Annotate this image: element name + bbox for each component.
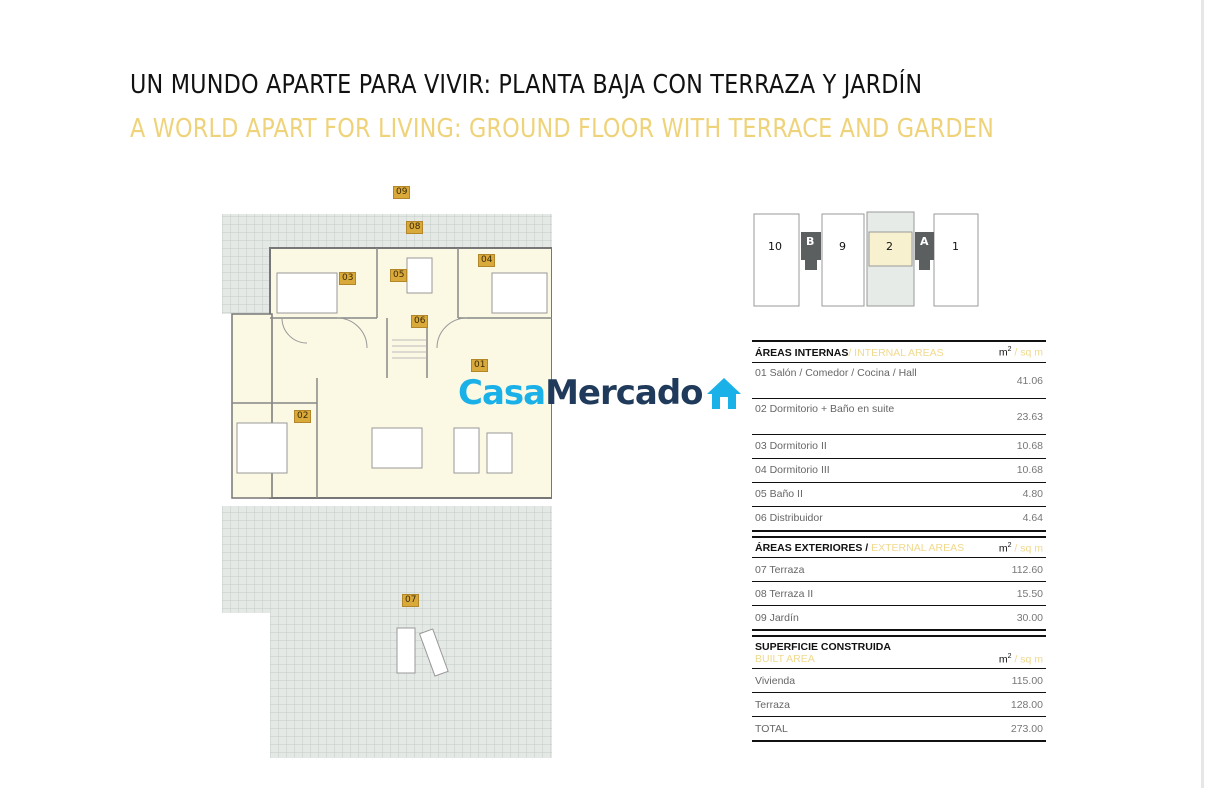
room-label-08: 08 — [406, 221, 423, 234]
external-header-en: EXTERNAL AREAS — [868, 542, 965, 554]
watermark-logo — [458, 370, 743, 416]
floor-plan — [222, 168, 552, 758]
key-unit-10: 10 — [768, 240, 782, 253]
areas-tables — [752, 340, 1046, 746]
room-label-06: 06 — [411, 315, 428, 328]
key-unit-9: 9 — [839, 240, 846, 253]
built-header: SUPERFICIE CONSTRUIDA — [755, 641, 891, 653]
room-label-04: 04 — [478, 254, 495, 267]
table-row: TOTAL 273.00 — [755, 722, 1043, 735]
house-icon — [705, 375, 743, 411]
key-core-b: B — [806, 235, 815, 248]
table-row: 02 Dormitorio + Baño en suite 23.63 — [752, 399, 1046, 435]
unit-m: m — [998, 346, 1008, 359]
table-header: ÁREAS EXTERIORES / EXTERNAL AREAS $m^2$ / sq m — [752, 538, 1046, 559]
page-subtitle: A WORLD APART FOR LIVING: GROUND FLOOR WITH TERRACE AND GARDEN — [130, 114, 994, 144]
room-label-02: 02 — [294, 410, 311, 423]
table-header: ÁREAS INTERNAS/ INTERNAL AREAS $m^2$ / sq m — [752, 342, 1046, 363]
key-unit-2: 2 — [886, 240, 893, 253]
room-label-09: 09 — [393, 186, 410, 199]
table-row: 05 Baño II 4.80 — [752, 483, 1046, 507]
page-edge — [1201, 0, 1204, 788]
logo-text-mercado: Mercado — [545, 373, 703, 413]
table-header: SUPERFICIE CONSTRUIDA BUILT AREA $m^2$ / sq m — [752, 637, 1046, 669]
table-row: 06 Distribuidor 4.64 — [755, 512, 1043, 524]
external-header: ÁREAS EXTERIORES / — [755, 542, 869, 554]
key-unit-1: 1 — [952, 240, 959, 253]
room-label-07: 07 — [402, 594, 419, 607]
table-row: 04 Dormitorio III 10.68 — [752, 459, 1046, 483]
internal-header: ÁREAS INTERNAS — [755, 346, 849, 359]
table-row: Vivienda 115.00 — [752, 669, 1046, 693]
table-row: 03 Dormitorio II 10.68 — [752, 435, 1046, 459]
key-plan — [752, 210, 984, 310]
external-areas-table — [752, 536, 1046, 632]
table-row: 07 Terraza 112.60 — [752, 558, 1046, 582]
table-row: 09 Jardín 30.00 — [755, 611, 1043, 624]
room-label-01: 01 — [471, 359, 488, 372]
key-core-a: A — [920, 235, 929, 248]
built-header-en: BUILT AREA — [755, 653, 815, 665]
table-row: 08 Terraza II 15.50 — [752, 582, 1046, 606]
table-row: 01 Salón / Comedor / Cocina / Hall 41.06 — [752, 363, 1046, 399]
logo-text-casa: Casa — [458, 373, 546, 413]
room-label-03: 03 — [339, 272, 356, 285]
room-label-05: 05 — [390, 269, 407, 282]
internal-header-en: / INTERNAL AREAS — [848, 346, 944, 359]
built-area-table — [752, 635, 1046, 742]
internal-areas-table — [752, 340, 1046, 532]
table-row: Terraza 128.00 — [752, 693, 1046, 717]
page-title: UN MUNDO APARTE PARA VIVIR: PLANTA BAJA CON TERRAZA Y JARDÍN — [130, 70, 923, 100]
